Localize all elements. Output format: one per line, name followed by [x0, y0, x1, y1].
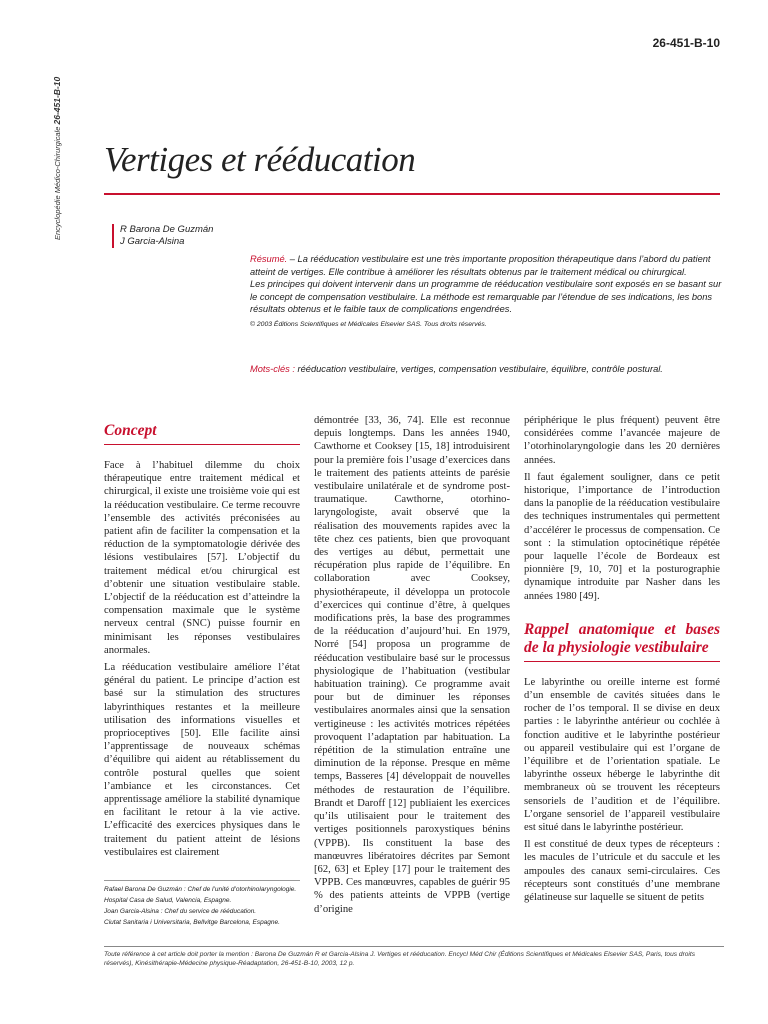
affiliation-1: Rafael Barona De Guzmán : Chef de l’unité d’otorhinolaryngologie. — [104, 886, 297, 893]
column-2 — [314, 414, 510, 920]
section-heading-concept: Concept — [104, 422, 300, 445]
article-title: Vertiges et rééducation — [104, 140, 416, 179]
abstract — [250, 253, 722, 331]
sidebar-code: 26-451-B-10 — [52, 76, 62, 125]
author-2: J Garcia-Alsina — [120, 236, 185, 247]
journal-name: Encyclopédie Médico-Chirurgicale — [53, 126, 62, 240]
paragraph: La rééducation vestibulaire améliore l’état général du patient. Le principe d’action est basé sur la stimulation des structures labyrinthiques restantes et la meilleure utilisation des informations visuelles et proprioceptives [50]. Elle facilite ainsi l’apprentissage de nouveaux schémas d’équilibre qui aident au rétablissement du contrôle postural quelles que soient l’ambiance et les circonstances. Cet apprentissage améliore la stabilité dynamique en facilitant le retour à la vie active. L’efficacité des exercices physiques dans le traitement du patient atteint de lésions vestibulaires est clairement — [104, 662, 300, 858]
paragraph: Face à l’habituel dilemme du choix thérapeutique entre traitement médical et chirurgical, il existe une troisième voie qui est la rééducation vestibulaire. Ce terme recouvre l’ensemble des activités préconisées au patient afin de faciliter la compensation et la réduction de la symptomatologie dérivée des lésions vestibulaires [57]. L’objectif du traitement médical et/ou chirurgical est d’obtenir une situation vestibulaire stable. L’objectif de la rééducation est d’atteindre la compensation maximale que le système nerveux central (SNC) puisse fournir en minimisant les réponses vestibulaires anormales. — [104, 460, 300, 656]
abstract-label: Résumé. — [250, 254, 288, 264]
citation-note: Toute référence à cet article doit porter la mention : Barona De Guzmán R et Garcia-Alsina J. Vertiges et rééducation. Encycl Méd Chir (Éditions Scientifiques et Médicales Elsevier SAS, Paris, tous droits réservés), Kinésithérapie-Médecine physique-Réadaptation, 26-451-B-10, 2003, 12 p. — [104, 946, 724, 968]
affiliation-1-inst: Hospital Casa de Salud, Valencia, Espagne. — [104, 897, 232, 904]
copyright: © 2003 Éditions Scientifiques et Médicales Elsevier SAS. Tous droits réservés. — [250, 320, 487, 328]
abstract-p2: Les principes qui doivent intervenir dans un programme de rééducation vestibulaire sont exposés en se basant sur le concept de compensation vestibulaire. La méthode est remarquable par l’étendue de ses indications, les bons résultats obtenus et le faible taux de complications engendrées. — [250, 279, 722, 314]
affiliation-2-inst: Ciutat Sanitaria i Universitaria, Bellvitge Barcelona, Espagne. — [104, 919, 280, 926]
article-code: 26-451-B-10 — [652, 36, 720, 50]
keywords — [250, 364, 722, 374]
column-1 — [104, 414, 300, 863]
paragraph: Le labyrinthe ou oreille interne est formé d’un ensemble de cavités situées dans le rocher de l’os temporal. Il se divise en deux parties : le labyrinthe antérieur ou cochlée à fonction auditive et le labyrinthe postérieur ou appareil vestibulaire qui est l’organe de l’équilibre et de l’orientation spatiale. Le labyrinthe osseux héberge le labyrinthe dit membraneux où se trouvent les récepteurs sensoriels de l’audition et de l’équilibre. L’organe sensoriel de l’appareil vestibulaire est situé dans le labyrinthe postérieur. — [524, 676, 720, 834]
section-heading-rappel: Rappel anatomique et bases de la physiologie vestibulaire — [524, 621, 720, 662]
title-rule — [104, 193, 720, 195]
paragraph: Il est constitué de deux types de récepteurs : les macules de l’utricule et du saccule et les ampoules des canaux semi-circulaires. Ces récepteurs sont constitués d’une membrane gélatineuse sur laquelle se situent de petits — [524, 839, 720, 904]
affiliation-2: Joan Garcia-Alsina : Chef du service de rééducation. — [104, 908, 257, 915]
author-1: R Barona De Guzmán — [120, 224, 214, 235]
keywords-text: rééducation vestibulaire, vertiges, compensation vestibulaire, équilibre, contrôle postural. — [297, 364, 663, 374]
keywords-label: Mots-clés : — [250, 364, 298, 374]
paragraph: démontrée [33, 36, 74]. Elle est reconnue depuis longtemps. Dans les années 1940, Cawthorne et Cooksey [15, 18] introduisirent pour la première fois l’usage d’exercices dans le traitement des patients atteints de parésie vestibulaire unilatérale et de syndrome post-traumatique. Cawthorne, otorhino-laryngologiste, avait observé que la réalisation des mouvements rapides avec la tête chez ces patients, bien que provoquant des vertiges au début, permettait une récupération plus rapide de l’équilibre. En collaboration avec Cooksey, physiothérapeute, il développa un protocole d’exercices qui continue d’être, à quelques modifications près, la base des programmes de la rééducation d’aujourd’hui. En 1979, Norré [54] proposa un programme de rééducation vestibulaire basé sur le processus physiologique de l’habituation (vestibular habituation training). Ce programme avait pour but de diminuer les réponses vestibulaires anormales ainsi que la sensation vertigineuse : les activités motrices répétées provoquent l’adaptation par habituation. La répétition de la stimulation entraîne une diminution de la réponse. Presque en même temps, Basseres [4] développait de nouvelles méthodes de restauration de l’équilibre. Brandt et Daroff [12] publiaient les exercices qu’ils utilisaient pour le traitement des vertiges positionnels paroxystiques bénins (VPPB). Ils constituent la base des manœuvres libératoires décrites par Semont [62, 63] et Epley [17] pour le traitement des VPPB. Ces manœuvres, capables de guérir 95 % des patients atteints de VPPB (vertige d’origine — [314, 415, 510, 915]
abstract-p1: – La rééducation vestibulaire est une très importante proposition thérapeutique dans l’abord du patient atteint de vertiges. Elle contribue à améliorer les résultats obtenus par le traitement médical ou chirurgical. — [250, 254, 711, 277]
column-3 — [524, 414, 720, 908]
journal-sidebar — [52, 40, 64, 240]
paragraph: Il faut également souligner, dans ce petit historique, l’importance de l’introduction dans la panoplie de la rééducation vestibulaire des techniques instrumentales qui permettent d’accélérer le processus de compensation. Ce sont : la stimulation optocinétique répétée pour laquelle l’école de Bordeaux est pionnière [9, 10, 70] et la posturographie dynamique introduite par Nasher dans les années 1980 [49]. — [524, 471, 720, 602]
author-affiliations — [104, 880, 300, 929]
author-list — [112, 224, 213, 248]
paragraph: périphérique le plus fréquent) peuvent être considérées comme l’avancée majeure de l’otorhinolaryngologie dans les 20 dernières années. — [524, 415, 720, 466]
